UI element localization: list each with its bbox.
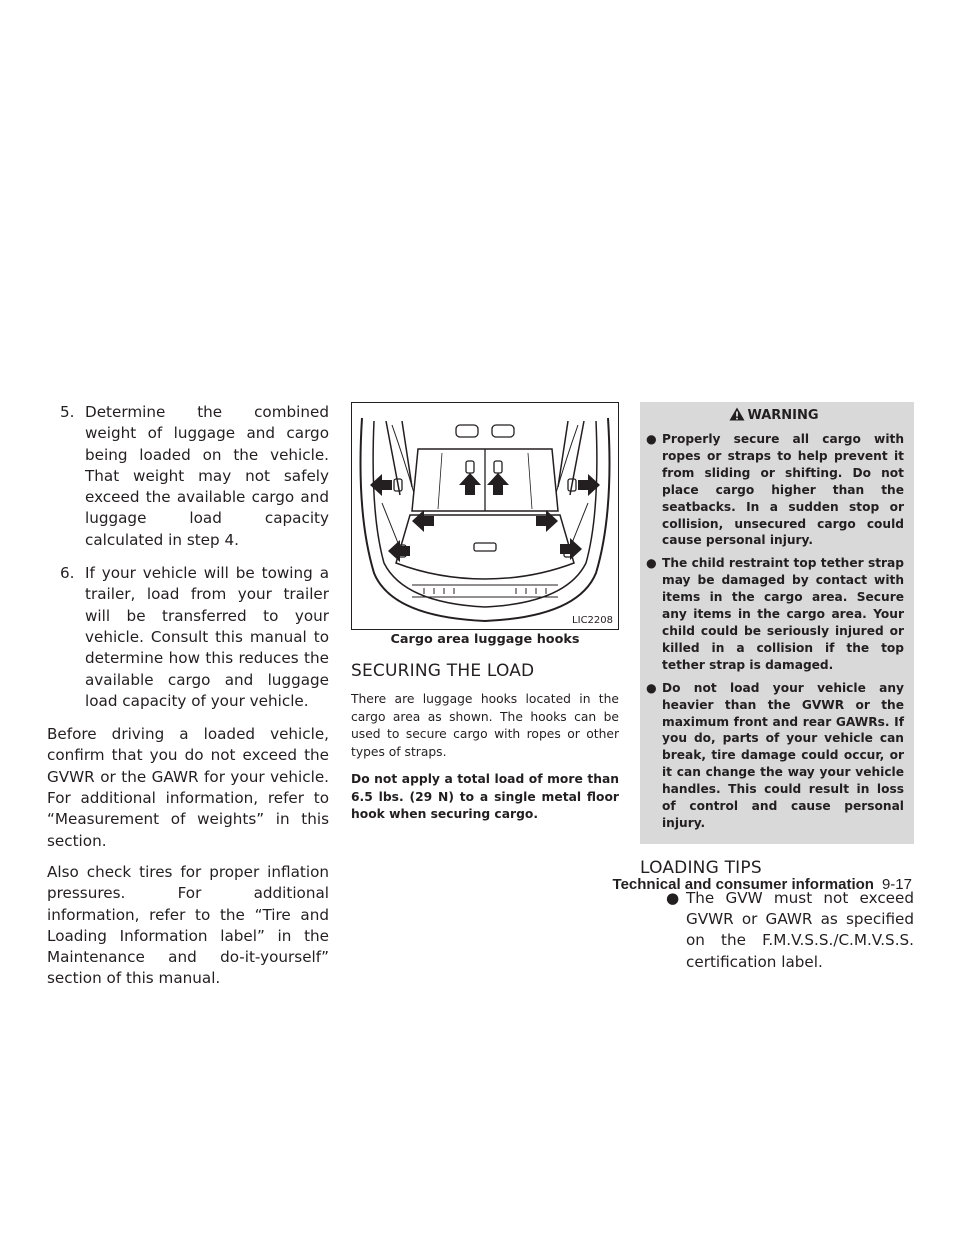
warning-item bbox=[644, 680, 904, 832]
warning-item-text: Do not load your vehicle any heavier than the GVWR or the maximum front and rear GAWRs. If you do, parts of your vehicle can break, tire damage could occur, or it can change the way your vehicle handles. This could result in loss of control and cause personal injury. bbox=[662, 680, 904, 830]
warning-item bbox=[644, 555, 904, 673]
step-6 bbox=[47, 563, 329, 712]
step-5-number: 5. bbox=[60, 403, 75, 421]
loading-tips-heading: LOADING TIPS bbox=[640, 857, 762, 878]
warning-item-text: Properly secure all cargo with ropes or straps to help prevent it from sliding or shifting. Do not place cargo higher than the seatbacks. In a sudden stop or collision, unsecured cargo could cause personal injury. bbox=[662, 432, 904, 548]
bullet-icon: ● bbox=[646, 432, 657, 446]
step-6-text: If your vehicle will be towing a trailer, load from your trailer will be transferred to your vehicle. Consult this manual to determine how this reduces the available cargo and luggage load capacity of your vehicle. bbox=[85, 564, 329, 710]
warning-title: WARNING bbox=[747, 408, 819, 423]
luggage-hooks-paragraph: There are luggage hooks located in the cargo area as shown. The hooks can be used to secure cargo with ropes or other types of straps. bbox=[351, 692, 619, 759]
tire-check-paragraph: Also check tires for proper inflation pressures. For additional information, refer to the “Tire and Loading Information label” in the Maintenance and do-it-yourself” section of this manual. bbox=[47, 862, 329, 988]
confirm-paragraph: Before driving a loaded vehicle, confirm that you do not exceed the GVWR or the GAWR for your vehicle. For additional information, refer to “Measurement of weights” in this section. bbox=[47, 725, 329, 850]
left-column bbox=[47, 402, 329, 1000]
securing-load-heading: SECURING THE LOAD bbox=[351, 661, 535, 681]
footer-section-title: Technical and consumer information bbox=[612, 876, 874, 893]
bullet-icon: ● bbox=[666, 888, 680, 907]
loading-tip-item bbox=[640, 888, 914, 973]
load-limit-paragraph: Do not apply a total load of more than 6.5 lbs. (29 N) to a single metal floor hook when securing cargo. bbox=[351, 772, 619, 821]
page-number: 9-17 bbox=[881, 876, 912, 893]
figure-id: LIC2208 bbox=[572, 615, 613, 626]
step-5-text: Determine the combined weight of luggage and cargo being loaded on the vehicle. That weight may not safely exceed the available cargo and luggage load capacity calculated in step 4. bbox=[85, 403, 329, 549]
cargo-area-illustration bbox=[352, 403, 618, 629]
loading-tip-text: The GVW must not exceed GVWR or GAWR as specified on the F.M.V.S.S./C.M.V.S.S. certification label. bbox=[686, 888, 914, 971]
warning-triangle-icon bbox=[729, 407, 745, 425]
figure-caption: Cargo area luggage hooks bbox=[390, 632, 580, 647]
cargo-area-figure bbox=[351, 402, 619, 630]
bullet-icon: ● bbox=[646, 556, 657, 571]
step-6-number: 6. bbox=[60, 564, 75, 583]
warning-item bbox=[644, 431, 904, 549]
middle-column bbox=[351, 402, 619, 834]
bullet-icon: ● bbox=[646, 680, 657, 695]
step-5 bbox=[47, 402, 329, 551]
warning-header bbox=[644, 402, 904, 431]
warning-box bbox=[640, 402, 914, 844]
page-footer bbox=[613, 876, 912, 893]
warning-item-text: The child restraint top tether strap may be damaged by contact with items in the cargo area. Secure any items in the cargo area. Your child could be seriously injured or killed in a collision if the top tether strap is damaged. bbox=[662, 556, 904, 672]
